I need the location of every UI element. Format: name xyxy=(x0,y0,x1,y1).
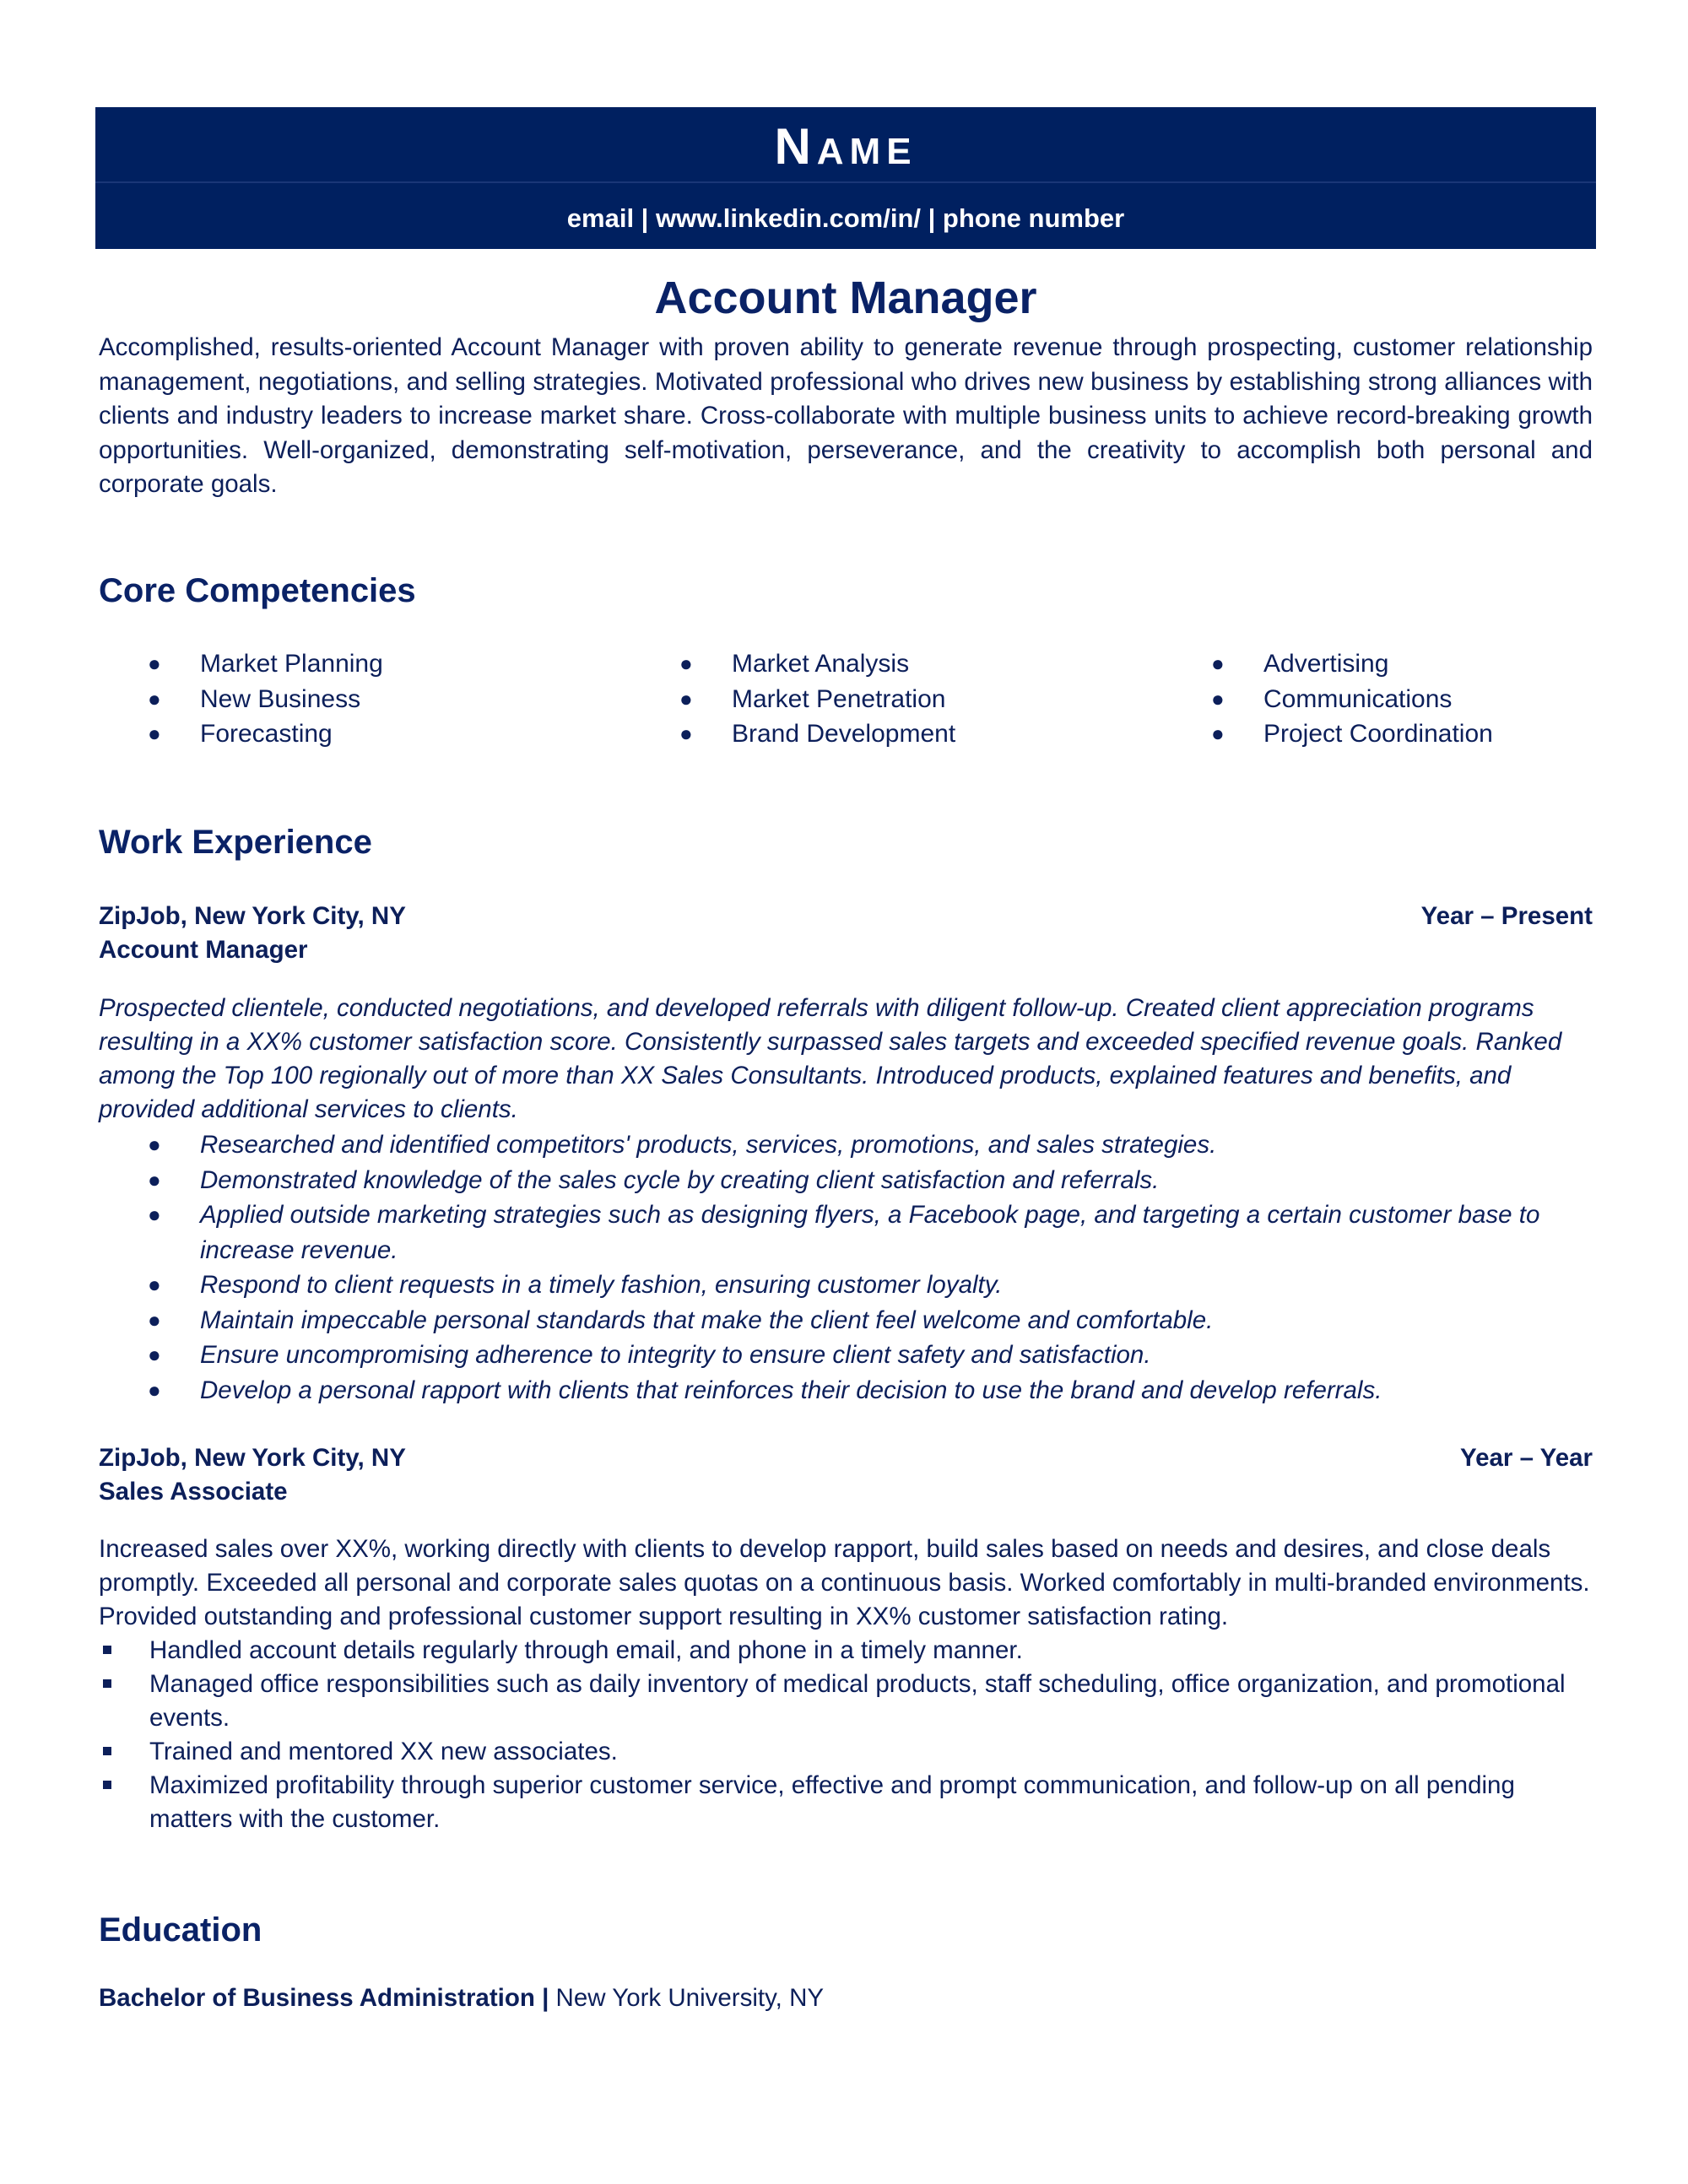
list-item xyxy=(99,1373,1593,1408)
competency-label: Market Analysis xyxy=(732,650,910,678)
bullet-icon: ● xyxy=(679,651,693,676)
list-item-text: Maintain impeccable personal standards that make the client feel welcome and comfortable. xyxy=(200,1306,1214,1334)
competency-item xyxy=(630,716,1103,752)
competencies-column-2 xyxy=(630,646,1103,752)
job-bullet-list xyxy=(99,1127,1593,1408)
education-entry xyxy=(99,1981,824,2015)
list-item-text: Maximized profitability through superior customer service, effective and prompt communication, and follow-up on all pending matters with the customer. xyxy=(149,1771,1515,1833)
job-company: ZipJob, New York City, NY xyxy=(99,902,406,930)
name-initial: N xyxy=(774,118,817,175)
professional-summary: Accomplished, results-oriented Account Manager with proven ability to generate revenue through prospecting, customer relationship management, negotiations, and selling strategies. Motivated professional who drives new business by establishing strong alliances with clients and industry leaders to increase market share. Cross-collaborate with multiple business units to achieve record-breaking growth opportunities. Well-organized, demonstrating self-motivation, perseverance, and the creativity to accomplish both personal and corporate goals. xyxy=(99,333,1593,498)
competency-item xyxy=(1162,716,1635,752)
education-separator: | xyxy=(534,1984,556,2012)
bullet-icon: ● xyxy=(679,721,693,746)
competency-label: Advertising xyxy=(1263,650,1389,678)
list-item xyxy=(99,1197,1593,1268)
competency-label: Market Planning xyxy=(200,650,383,678)
list-item-text: Managed office responsibilities such as daily inventory of medical products, staff scheduling, office organization, and promotional events. xyxy=(149,1670,1566,1732)
competency-item xyxy=(1162,682,1635,717)
list-item-text: Respond to client requests in a timely fashion, ensuring customer loyalty. xyxy=(200,1271,1003,1299)
bullet-icon: ● xyxy=(148,721,161,746)
bullet-icon: ● xyxy=(1211,651,1225,676)
job-role: Sales Associate xyxy=(99,1478,288,1506)
competency-label: Market Penetration xyxy=(732,684,946,713)
competency-label: Project Coordination xyxy=(1263,720,1493,748)
square-bullet-icon xyxy=(103,1747,111,1755)
job-description: Prospected clientele, conducted negotiations, and developed referrals with diligent follow-up. Created client appreciation programs resulting in a XX% customer satisfaction score. Consistently surpassed sales targets and exceeded specified revenue goals. Ranked among the Top 100 regionally out of more than XX Sales Consultants. Introduced products, explained features and benefits, and provided additional services to clients. xyxy=(99,994,1562,1123)
competencies-column-1 xyxy=(99,646,571,752)
school: New York University, NY xyxy=(555,1984,825,2012)
list-item xyxy=(99,1668,1593,1735)
list-item-text: Develop a personal rapport with clients that reinforces their decision to use the brand and develop referrals. xyxy=(200,1376,1382,1404)
competency-item xyxy=(99,716,571,752)
bullet-icon: ● xyxy=(148,1272,161,1297)
job-description: Increased sales over XX%, working directly with clients to develop rapport, build sales based on needs and desires, and close deals promptly. Exceeded all personal and corporate sales quotas on a continuous basis. Worked comfortably in multi-branded environments. Provided outstanding and professional customer support resulting in XX% customer satisfaction rating. xyxy=(99,1535,1590,1630)
competency-item xyxy=(99,682,571,717)
job-dates: Year – Present xyxy=(1420,902,1593,930)
section-heading-experience: Work Experience xyxy=(99,824,372,861)
square-bullet-icon xyxy=(103,1646,111,1654)
list-item xyxy=(99,1769,1593,1836)
list-item-text: Ensure uncompromising adherence to integrity to ensure client safety and satisfaction. xyxy=(200,1341,1151,1369)
job-role: Account Manager xyxy=(99,936,308,964)
candidate-name xyxy=(95,117,1596,181)
bullet-icon: ● xyxy=(1211,685,1225,711)
bullet-icon: ● xyxy=(148,1202,161,1227)
list-item-text: Researched and identified competitors' products, services, promotions, and sales strategies. xyxy=(200,1131,1217,1159)
bullet-icon: ● xyxy=(679,685,693,711)
name-rest: AME xyxy=(816,131,917,172)
list-item xyxy=(99,1303,1593,1338)
bullet-icon: ● xyxy=(148,1306,161,1333)
job-bullet-list xyxy=(99,1634,1593,1836)
square-bullet-icon xyxy=(103,1679,111,1688)
header-divider xyxy=(95,181,1596,183)
contact-line: email | www.linkedin.com/in/ | phone number xyxy=(566,203,1125,233)
section-heading-competencies: Core Competencies xyxy=(99,572,416,609)
job-header xyxy=(99,1441,1593,1475)
competency-label: Brand Development xyxy=(732,720,956,748)
square-bullet-icon xyxy=(103,1781,111,1789)
section-heading-education: Education xyxy=(99,1911,262,1949)
job-header xyxy=(99,900,1593,933)
job-dates: Year – Year xyxy=(1460,1444,1593,1472)
competency-item xyxy=(99,646,571,682)
bullet-icon: ● xyxy=(148,1132,161,1157)
resume-title: Account Manager xyxy=(654,273,1037,323)
bullet-icon: ● xyxy=(1211,721,1225,746)
competency-item xyxy=(630,682,1103,717)
competency-item xyxy=(630,646,1103,682)
bullet-icon: ● xyxy=(148,1376,161,1403)
list-item xyxy=(99,1735,1593,1769)
list-item xyxy=(99,1163,1593,1198)
list-item-text: Trained and mentored XX new associates. xyxy=(149,1738,618,1765)
list-item-text: Applied outside marketing strategies such as designing flyers, a Facebook page, and targeting a certain customer base to increase revenue. xyxy=(200,1201,1540,1264)
list-item xyxy=(99,1268,1593,1303)
bullet-icon: ● xyxy=(148,1342,161,1367)
competency-label: Communications xyxy=(1263,684,1453,713)
list-item-text: Demonstrated knowledge of the sales cycle by creating client satisfaction and referrals. xyxy=(200,1165,1160,1194)
job-company: ZipJob, New York City, NY xyxy=(99,1444,406,1472)
list-item xyxy=(99,1634,1593,1668)
competency-label: New Business xyxy=(200,684,361,713)
competencies-column-3 xyxy=(1162,646,1635,752)
list-item-text: Handled account details regularly through email, and phone in a timely manner. xyxy=(149,1636,1023,1664)
competency-label: Forecasting xyxy=(200,720,333,748)
list-item xyxy=(99,1338,1593,1373)
degree: Bachelor of Business Administration xyxy=(99,1984,535,2012)
list-item xyxy=(99,1127,1593,1163)
bullet-icon: ● xyxy=(148,1166,161,1192)
bullet-icon: ● xyxy=(148,685,161,711)
bullet-icon: ● xyxy=(148,651,161,676)
header-banner xyxy=(95,107,1596,249)
competency-item xyxy=(1162,646,1635,682)
